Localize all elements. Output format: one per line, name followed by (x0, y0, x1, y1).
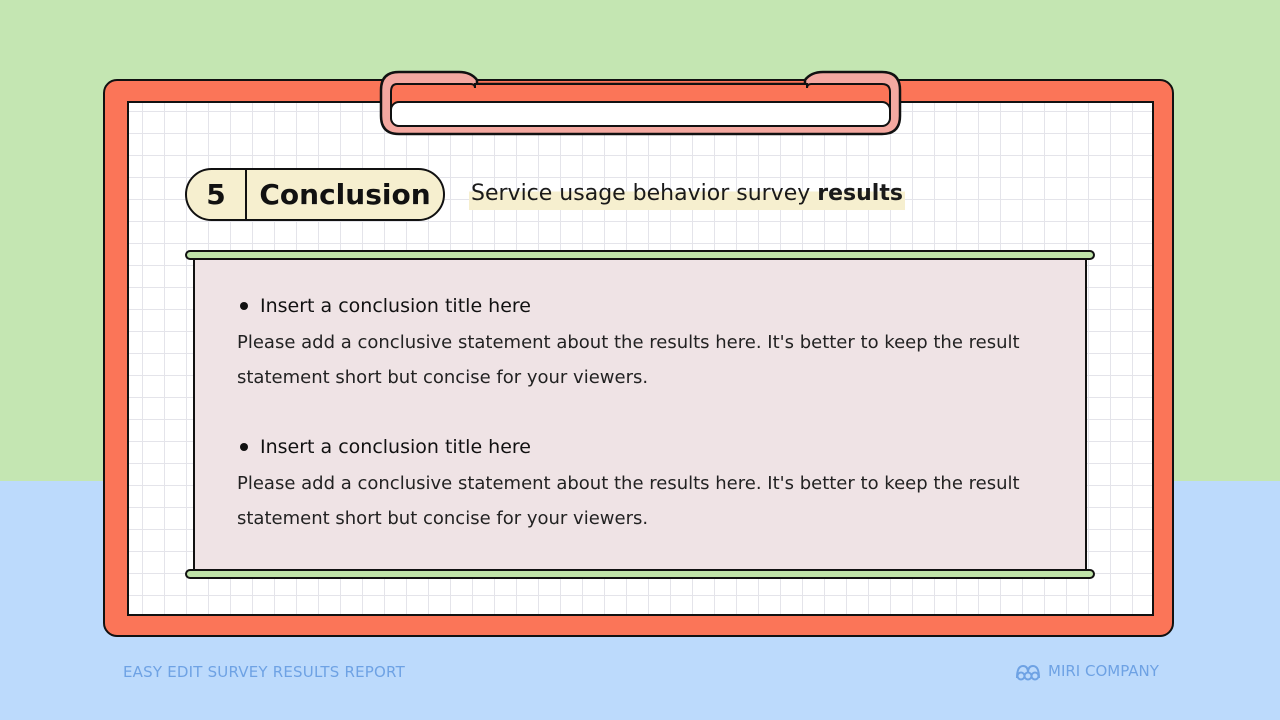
footer-brand (1014, 661, 1159, 681)
footer-report-title: EASY EDIT SURVEY RESULTS REPORT (123, 663, 405, 681)
item-title-text: Insert a conclusion title here (260, 436, 531, 458)
subtitle-bold: results (817, 180, 903, 206)
panel-top-rod (185, 250, 1095, 260)
miri-logo-icon (1014, 661, 1042, 681)
paper-clip-icon (379, 70, 902, 136)
page-subtitle (469, 176, 905, 210)
item-title-text: Insert a conclusion title here (260, 295, 531, 317)
section-number: 5 (187, 170, 247, 219)
conclusion-item-title (240, 436, 531, 458)
conclusion-item-title (240, 295, 531, 317)
subtitle-text: Service usage behavior survey (471, 180, 811, 206)
footer-brand-name: MIRI COMPANY (1048, 662, 1159, 680)
conclusion-item-body: Please add a conclusive statement about the results here. It's better to keep the result statement short but concise for your viewers. (237, 473, 1020, 529)
bullet-icon (240, 443, 248, 451)
bullet-icon (240, 302, 248, 310)
conclusion-item-body: Please add a conclusive statement about the results here. It's better to keep the result statement short but concise for your viewers. (237, 332, 1020, 388)
section-title: Conclusion (259, 178, 431, 211)
panel-bottom-rod (185, 569, 1095, 579)
section-badge (185, 168, 445, 221)
